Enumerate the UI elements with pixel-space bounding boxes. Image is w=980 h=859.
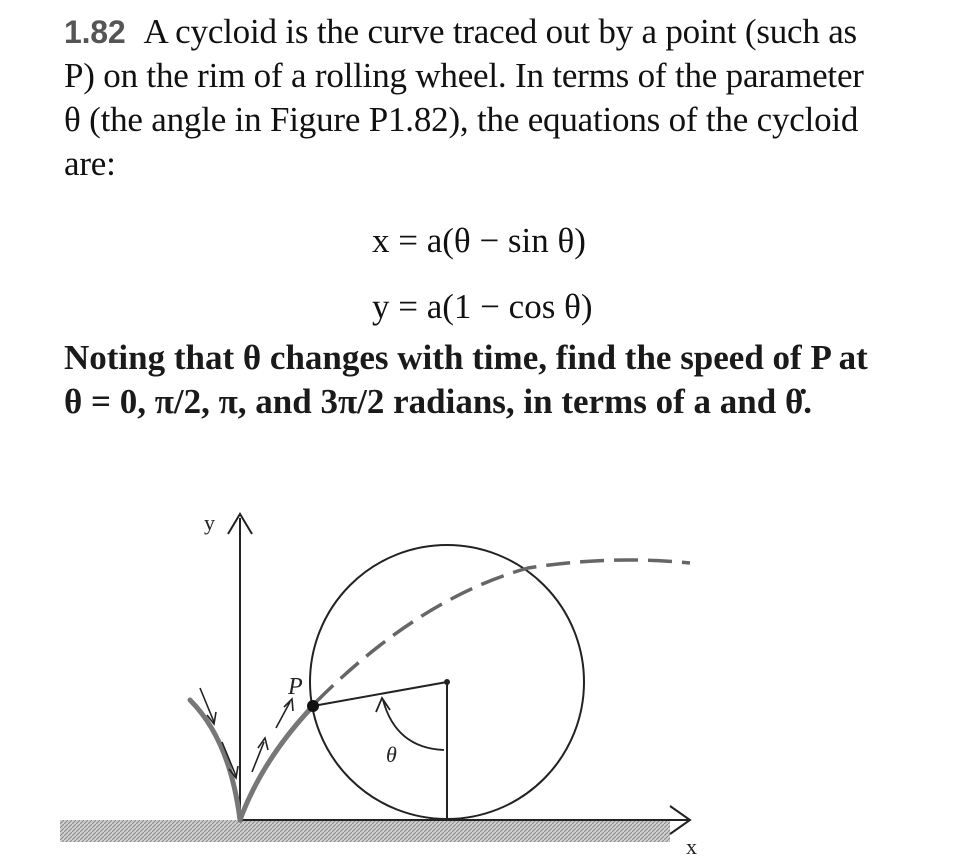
theta-label: θ <box>386 742 397 767</box>
problem-line-2: P) on the rim of a rolling wheel. In terms of the parameter <box>64 56 864 95</box>
equation-x: x = a(θ − sin θ) <box>372 221 586 260</box>
cycloid-traced-arc <box>240 706 313 820</box>
problem-line-4: are: <box>64 144 116 183</box>
x-axis-label: x <box>686 834 697 859</box>
problem-line-3: θ (the angle in Figure P1.82), the equations of the cycloid <box>64 100 859 139</box>
equation-y: y = a(1 − cos θ) <box>372 287 593 326</box>
ground-hatch <box>60 820 670 842</box>
point-p-label: P <box>288 674 303 700</box>
point-p-marker <box>307 700 319 712</box>
motion-arrow-up-2 <box>276 702 290 728</box>
motion-arrow-up-1 <box>252 742 264 772</box>
question-line-1: Noting that θ changes with time, find the speed of P at <box>64 338 868 377</box>
cycloid-dashed-path <box>316 560 690 702</box>
theta-arc-arrowhead <box>376 698 390 712</box>
wheel-center <box>444 679 450 685</box>
y-axis-label: y <box>204 510 215 535</box>
problem-line-1: 1.82 A cycloid is the curve traced out by a point (such as <box>64 12 857 51</box>
question-line-2: θ = 0, π/2, π, and 3π/2 radians, in terms of a and θ̇. <box>64 382 812 421</box>
problem-number: 1.82 <box>64 14 126 50</box>
